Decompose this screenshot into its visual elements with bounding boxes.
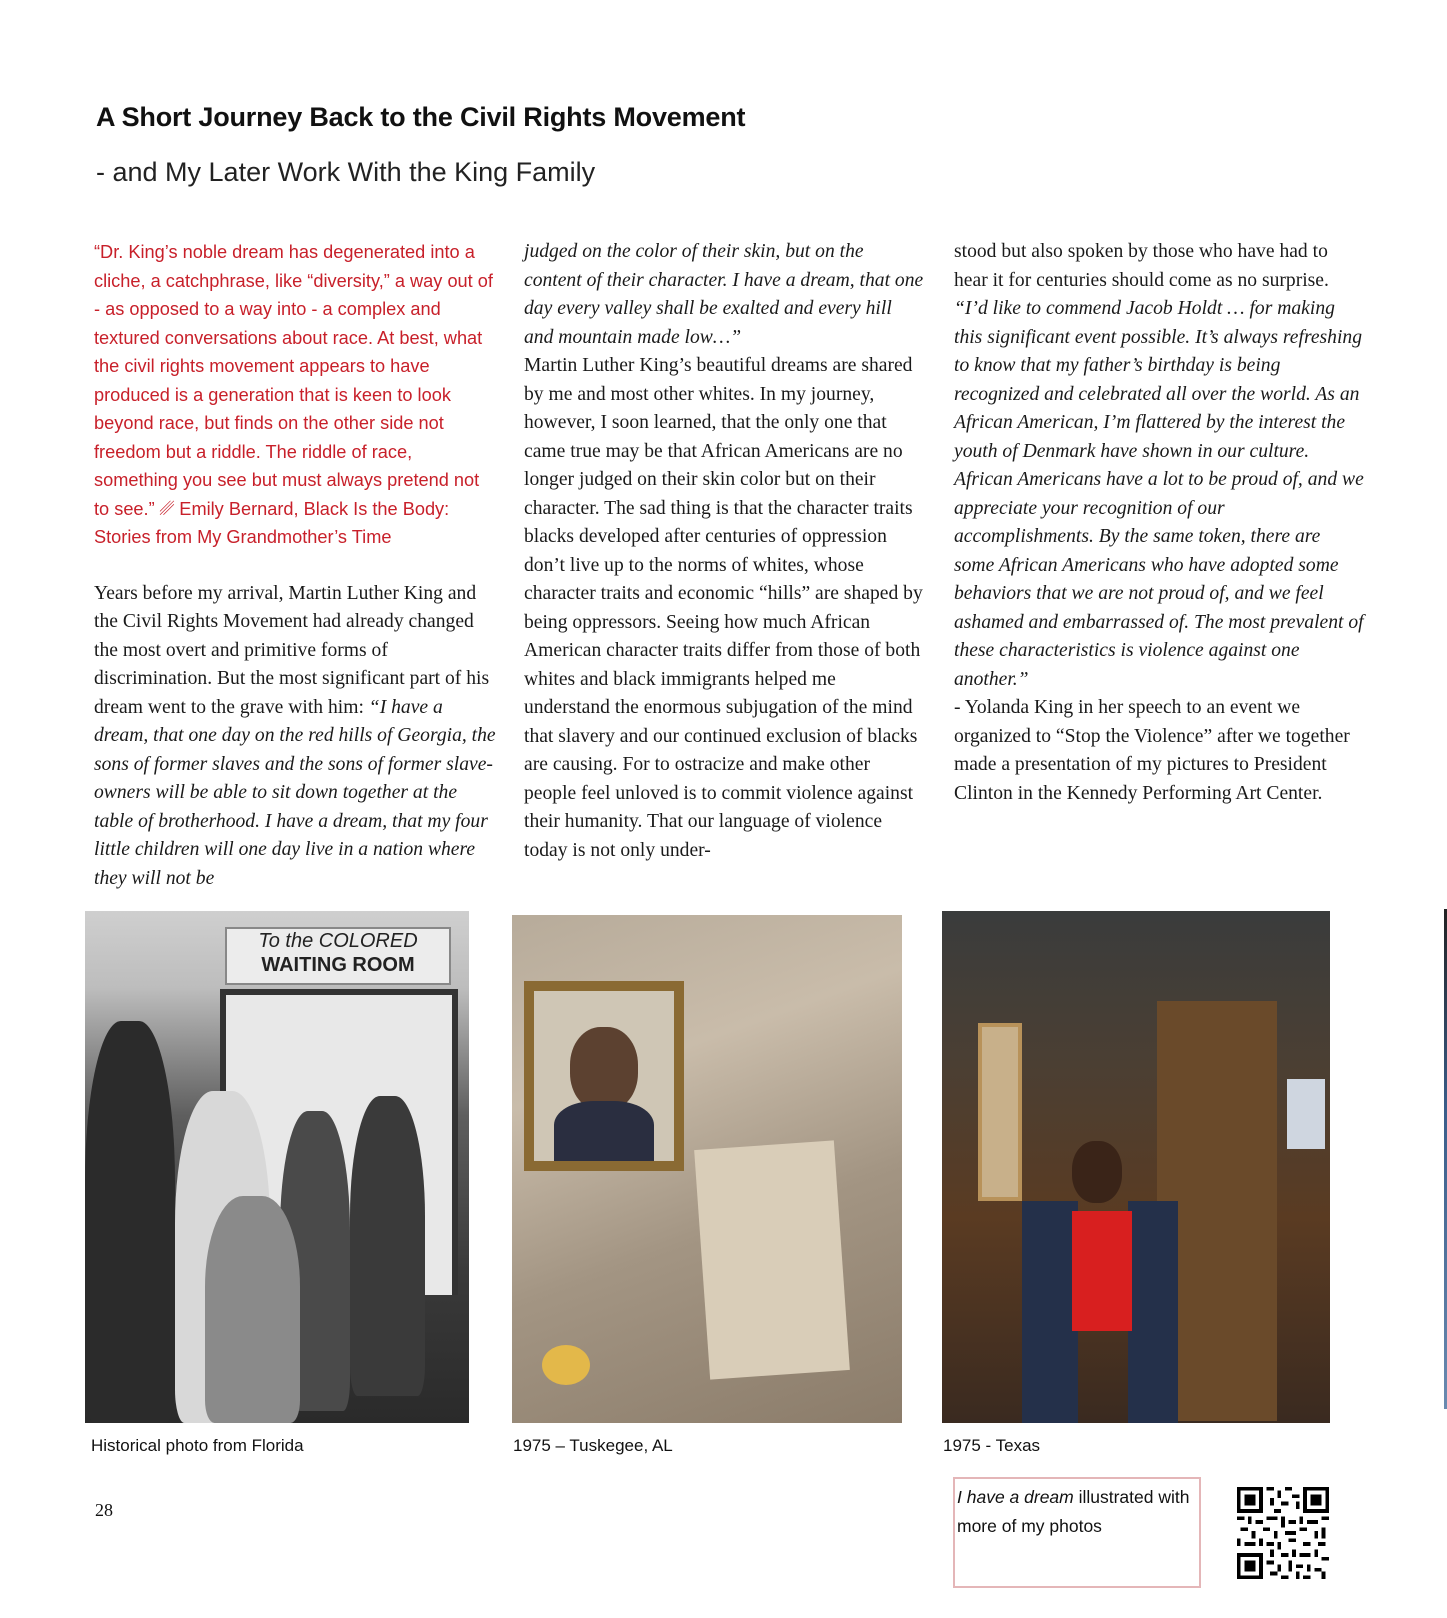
portrait-suit (554, 1101, 654, 1161)
mlk-quote: “I have a dream, that one day on the red hills of Georgia, the sons of former slaves and the sons of former slave-owners will be able to sit down together at the table of brotherhood. I have a dream, that my four little children will one day live in a nation where they will not be (94, 696, 496, 889)
figure-man-hat-2 (350, 1096, 425, 1396)
girl-coat-left (1022, 1201, 1078, 1423)
body-paragraph-continued: stood but also spoken by those who have had to hear it for centuries should come as no surprise. (954, 241, 1329, 291)
girl-coat-right (1128, 1201, 1178, 1423)
page-number: 28 (95, 1500, 113, 1520)
photo-caption-2: 1975 – Tuskegee, AL (513, 1436, 673, 1455)
body-paragraph: Martin Luther King’s beautiful dreams are shared by me and most other whites. In my journey, however, I soon learned, that the only one that came true may be that African Americans are no longer judged on their skin color but on their character. The sad thing is that the character traits blacks developed after centuries of oppression don’t live up to the norms of whites, whose character traits and economic “hills” are shaped by being oppressors. Seeing how much African American character traits differ from those of both whites and black immigrants helped me understand the enormous subjugation of the mind that slavery and our continued exclusion of blacks are causing. For to ostracize and make other people feel unloved is to commit violence against their humanity. That our language of violence today is not only under- (524, 355, 923, 861)
photo-caption-1: Historical photo from Florida (91, 1436, 304, 1455)
intro-text: Years before my arrival, Martin Luther King and the Civil Rights Movement had already changed the most overt and primitive forms of discrimination. But the most significant part of his dream went to the grave with him: (94, 582, 490, 718)
yolanda-king-quote: “I’d like to commend Jacob Holdt … for making this significant event possible. It’s always refreshing to know that my father’s birthday is being recognized and celebrated all over the world. As an African American, I’m flattered by the interest the youth of Denmark have shown in our culture. African Americans have a lot to be proud of, and we appreciate your recognition of our accomplishments. By the same token, there are some African Americans who have adopted some behaviors that we are not proud of, and we feel ashamed and embarrassed of. The most prevalent of these characteristics is violence against one another.” (954, 298, 1364, 690)
wall-pictures-frame (978, 1023, 1022, 1201)
figure-woman (85, 1021, 175, 1423)
qr-code-icon[interactable] (1237, 1487, 1329, 1579)
page-subtitle: - and My Later Work With the King Family (96, 157, 596, 187)
wall-plate (1287, 1079, 1325, 1149)
waiting-room-sign (225, 927, 451, 985)
photo-caption-3: 1975 - Texas (943, 1436, 1041, 1455)
girl-red-shirt (1072, 1211, 1132, 1331)
photo-colored-waiting-room (85, 911, 469, 1423)
portrait-face (570, 1027, 638, 1111)
epigraph-quote: “Dr. King’s noble dream has degenerated into a cliche, a catchphrase, like “diversity,” a way out of - as opposed to a way into - a complex and textured conversations about race. At best, what the civil rights movement appears to have produced is a generation that is keen to look beyond race, but finds on the other side not freedom but a riddle. The riddle of race, something you see but must always pretend not to see.” ␥ Emily Bernard, Black Is the Body: Stories from My Grandmother’s Time (94, 242, 493, 547)
column-3 (954, 238, 1364, 808)
figure-boy (205, 1196, 300, 1423)
column-2 (524, 238, 924, 865)
link-italic-text: I have a dream (957, 1487, 1074, 1507)
page-title: A Short Journey Back to the Civil Rights Movement (96, 102, 746, 132)
yellow-flower (542, 1345, 590, 1385)
peeling-wallpaper (694, 1140, 850, 1379)
column-1 (94, 238, 499, 893)
portrait-frame (524, 981, 684, 1171)
photos-link-box[interactable] (953, 1477, 1201, 1588)
body-paragraph (94, 580, 499, 894)
link-text: illustrated with more of my photos (957, 1487, 1190, 1536)
photo-texas-girl (942, 911, 1330, 1423)
mlk-quote-continued: judged on the color of their skin, but on the content of their character. I have a dream, that one day every valley shall be exalted and every hill and mountain made low…” (524, 241, 924, 348)
girl-head (1072, 1141, 1122, 1203)
sign-line-2: WAITING ROOM (261, 954, 415, 976)
quote-attribution: - Yolanda King in her speech to an event we organized to “Stop the Violence” after we together made a presentation of my pictures to President Clinton in the Kennedy Performing Art Center. (954, 697, 1350, 804)
sign-line-1: To the COLORED (258, 930, 418, 952)
photo-mlk-portrait-wall (512, 915, 902, 1423)
